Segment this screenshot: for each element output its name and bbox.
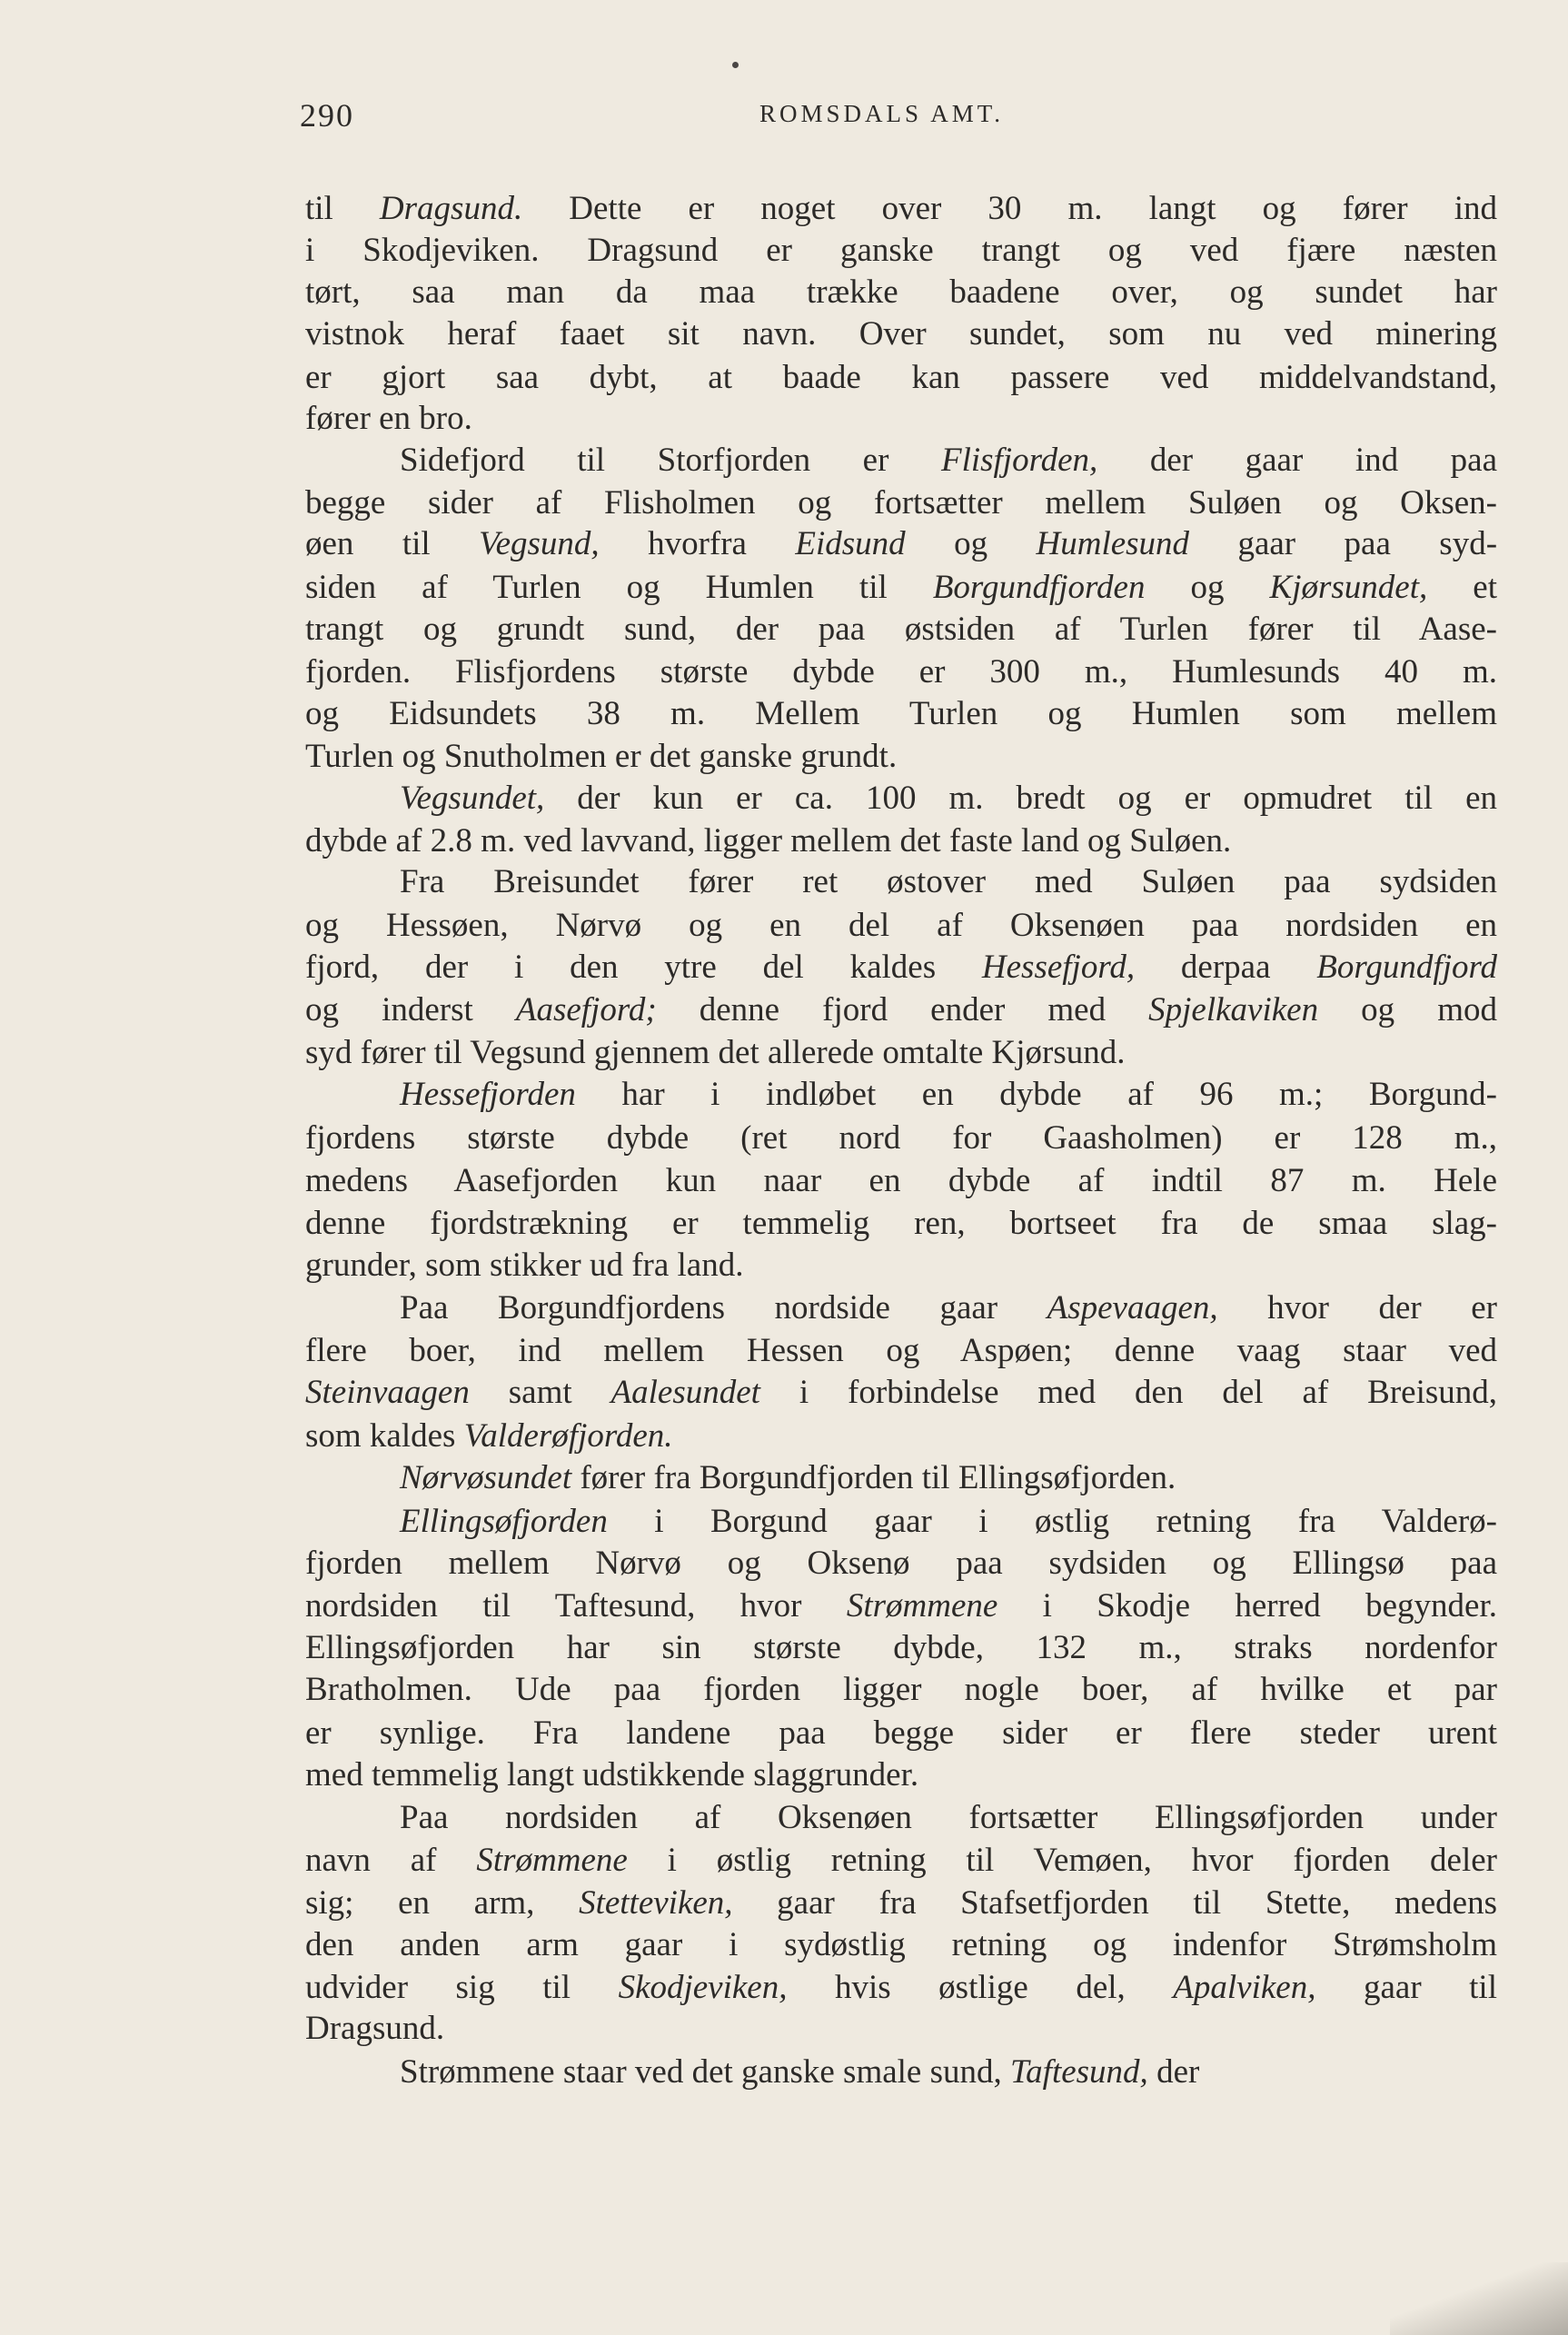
text-run: fører fra Borgundfjorden til Ellingsøfjorden.: [571, 1459, 1176, 1496]
text-line: [305, 1627, 1497, 1669]
text-run: fjord, der i den ytre del kaldes: [305, 949, 982, 986]
text-line: [400, 861, 1497, 903]
text-run: er synlige. Fra landene paa begge sider er flere steder urent: [305, 1714, 1497, 1752]
text-run: siden af Turlen og Humlen til: [305, 569, 933, 606]
italic-place-name: Aspevaagen,: [1047, 1289, 1218, 1326]
text-line: [305, 357, 1497, 399]
page-corner-shadow: [1390, 2262, 1568, 2335]
text-run: navn af: [305, 1842, 477, 1879]
text-line: [305, 1118, 1497, 1159]
text-line: [305, 567, 1497, 609]
text-run: medens Aasefjorden kun naar en dybde af indtil 87 m. Hele: [305, 1162, 1497, 1199]
text-line: [400, 1074, 1497, 1116]
text-run: i forbindelse med den del af Breisund,: [759, 1374, 1497, 1411]
text-line: [305, 313, 1497, 355]
text-line: [305, 1032, 1497, 1074]
text-run: fjorden. Flisfjordens største dybde er 300 m., Humlesunds 40 m.: [305, 653, 1497, 691]
text-line: [305, 1924, 1497, 1966]
text-run: gaar til: [1315, 1969, 1497, 2006]
text-line: [305, 1840, 1497, 1882]
text-line: [400, 440, 1497, 482]
text-line: [305, 1883, 1497, 1924]
text-run: i østlig retning til Vemøen, hvor fjorden deler: [627, 1842, 1497, 1879]
text-line: [305, 1245, 1497, 1287]
italic-place-name: Aalesundet: [610, 1374, 760, 1411]
text-run: begge sider af Flisholmen og fortsætter mellem Suløen og Oksen-: [305, 484, 1497, 522]
text-line: [305, 609, 1497, 651]
italic-place-name: Skodjeviken,: [618, 1969, 788, 2006]
text-run: og inderst: [305, 991, 516, 1028]
text-run: og Eidsundets 38 m. Mellem Turlen og Humlen som mellem: [305, 695, 1497, 732]
text-run: fjorden mellem Nørvø og Oksenø paa sydsiden og Ellingsø paa: [305, 1545, 1497, 1582]
text-line: [305, 1372, 1497, 1414]
text-line: [305, 1330, 1497, 1372]
printed-dot: [732, 62, 739, 68]
italic-place-name: Borgundfjorden: [932, 569, 1146, 606]
text-line: [305, 2008, 1497, 2050]
text-line: [305, 1754, 1497, 1796]
page-number: 290: [300, 97, 354, 134]
text-run: med temmelig langt udstikkende slaggrunder.: [305, 1756, 919, 1793]
text-line: [305, 523, 1497, 565]
text-run: der: [1147, 2053, 1200, 2091]
text-run: Ellingsøfjorden har sin største dybde, 132 m., straks nordenfor: [305, 1629, 1497, 1666]
text-run: der kun er ca. 100 m. bredt og er opmudret til en: [544, 780, 1497, 817]
text-line: [305, 1585, 1497, 1627]
italic-place-name: Humlesund: [1036, 525, 1190, 562]
text-run: som kaldes: [305, 1417, 464, 1455]
text-line: [400, 778, 1497, 820]
text-run: Paa nordsiden af Oksenøen fortsætter Ellingsøfjorden under: [400, 1799, 1497, 1836]
text-line: [305, 1669, 1497, 1711]
italic-place-name: Flisfjorden,: [940, 442, 1098, 479]
text-run: og mod: [1318, 991, 1498, 1028]
text-run: tørt, saa man da maa trække baadene over, og sundet har: [305, 273, 1497, 311]
text-run: sig; en arm,: [305, 1884, 580, 1922]
italic-place-name: Valderøfjorden.: [463, 1417, 673, 1455]
text-line: [305, 1967, 1497, 2009]
text-run: hvor der er: [1217, 1289, 1497, 1326]
italic-place-name: Steinvaagen: [305, 1374, 470, 1411]
text-run: Dragsund.: [305, 2010, 445, 2047]
text-run: denne fjordstrækning er temmelig ren, bortseet fra de smaa slag-: [305, 1205, 1497, 1242]
text-run: til: [305, 190, 380, 227]
italic-place-name: Kjørsundet,: [1269, 569, 1428, 606]
text-line: [305, 947, 1497, 989]
italic-place-name: Hessefjorden: [400, 1076, 576, 1113]
text-run: Dette er noget over 30 m. langt og fører ind: [522, 190, 1497, 227]
text-run: samt: [469, 1374, 611, 1411]
italic-place-name: Dragsund.: [379, 190, 523, 227]
text-run: i Borgund gaar i østlig retning fra Valderø-: [607, 1503, 1497, 1540]
text-line: [305, 1543, 1497, 1585]
italic-place-name: Aasefjord;: [515, 991, 657, 1028]
text-run: derpaa: [1135, 949, 1317, 986]
text-line: [400, 1501, 1497, 1543]
text-run: der gaar ind paa: [1097, 442, 1497, 479]
italic-place-name: Apalviken,: [1173, 1969, 1316, 2006]
italic-place-name: Borgundfjord: [1316, 949, 1497, 986]
text-line: [305, 989, 1497, 1031]
text-run: Strømmene staar ved det ganske smale sund,: [400, 2053, 1010, 2091]
text-run: denne fjord ender med: [656, 991, 1149, 1028]
text-line: [400, 2052, 1497, 2093]
text-run: flere boer, ind mellem Hessen og Aspøen; denne vaag staar ved: [305, 1332, 1497, 1369]
text-run: udvider sig til: [305, 1969, 619, 2006]
text-run: hvis østlige del,: [787, 1969, 1174, 2006]
text-line: [400, 1287, 1497, 1329]
text-run: hvorfra: [599, 525, 796, 562]
text-run: i Skodje herred begynder.: [997, 1587, 1498, 1625]
italic-place-name: Nørvøsundet: [400, 1459, 572, 1496]
text-line: [305, 482, 1497, 524]
text-run: og: [905, 525, 1037, 562]
italic-place-name: Strømmene: [846, 1587, 998, 1625]
text-run: har i indløbet en dybde af 96 m.; Borgund-: [575, 1076, 1497, 1113]
text-line: [305, 1416, 1497, 1457]
text-line: [400, 1457, 1497, 1499]
running-title: ROMSDALS AMT.: [759, 100, 1005, 127]
italic-place-name: Eidsund: [795, 525, 906, 562]
text-run: Turlen og Snutholmen er det ganske grundt.: [305, 738, 898, 775]
text-run: gaar paa syd-: [1189, 525, 1498, 562]
italic-place-name: Spjelkaviken: [1148, 991, 1319, 1028]
text-run: Sidefjord til Storfjorden er: [400, 442, 941, 479]
text-line: [305, 1203, 1497, 1245]
text-run: fører en bro.: [305, 400, 472, 437]
text-run: et: [1427, 569, 1498, 606]
text-run: gaar fra Stafsetfjorden til Stette, medens: [732, 1884, 1498, 1922]
text-line: [305, 736, 1497, 778]
text-run: nordsiden til Taftesund, hvor: [305, 1587, 847, 1625]
italic-place-name: Stetteviken,: [579, 1884, 733, 1922]
text-line: [305, 905, 1497, 947]
text-line: [305, 1160, 1497, 1202]
text-line: [400, 1797, 1497, 1839]
text-run: Fra Breisundet fører ret østover med Suløen paa sydsiden: [400, 863, 1497, 900]
text-line: [305, 398, 1497, 440]
text-run: Paa Borgundfjordens nordside gaar: [400, 1289, 1047, 1326]
italic-place-name: Vegsundet,: [400, 780, 545, 817]
text-line: [305, 188, 1497, 230]
text-run: øen til: [305, 525, 480, 562]
italic-place-name: Strømmene: [476, 1842, 628, 1879]
text-run: den anden arm gaar i sydøstlig retning og indenfor Strømsholm: [305, 1926, 1497, 1963]
italic-place-name: Hessefjord,: [981, 949, 1136, 986]
text-run: dybde af 2.8 m. ved lavvand, ligger mellem det faste land og Suløen.: [305, 822, 1232, 859]
text-run: grunder, som stikker ud fra land.: [305, 1247, 744, 1284]
text-line: [305, 1713, 1497, 1754]
text-run: er gjort saa dybt, at baade kan passere ved middelvandstand,: [305, 359, 1497, 396]
text-run: Bratholmen. Ude paa fjorden ligger nogle boer, af hvilke et par: [305, 1671, 1497, 1708]
text-run: i Skodjeviken. Dragsund er ganske trangt og ved fjære næsten: [305, 232, 1497, 269]
text-run: og: [1145, 569, 1270, 606]
text-run: og Hessøen, Nørvø og en del af Oksenøen paa nordsiden en: [305, 907, 1497, 944]
text-run: vistnok heraf faaet sit navn. Over sundet, som nu ved minering: [305, 315, 1497, 353]
text-line: [305, 230, 1497, 272]
text-run: syd fører til Vegsund gjennem det allerede omtalte Kjørsund.: [305, 1034, 1126, 1071]
italic-place-name: Vegsund,: [479, 525, 600, 562]
text-run: trangt og grundt sund, der paa østsiden af Turlen fører til Aase-: [305, 611, 1497, 648]
text-line: [305, 272, 1497, 313]
text-line: [305, 651, 1497, 693]
text-run: fjordens største dybde (ret nord for Gaasholmen) er 128 m.,: [305, 1119, 1497, 1157]
text-line: [305, 820, 1497, 862]
italic-place-name: Taftesund,: [1010, 2053, 1148, 2091]
text-line: [305, 693, 1497, 735]
italic-place-name: Ellingsøfjorden: [400, 1503, 608, 1540]
